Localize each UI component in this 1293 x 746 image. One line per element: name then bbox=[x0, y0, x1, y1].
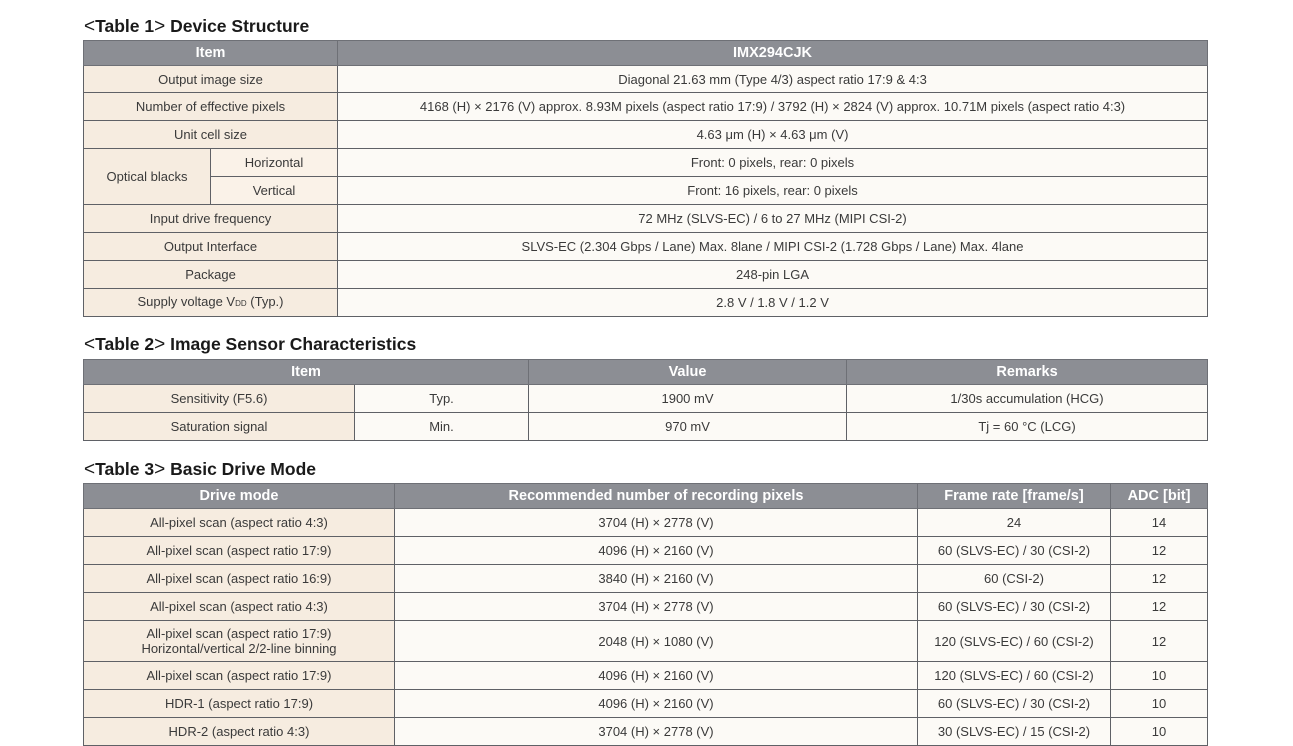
supply-label-main: Supply voltage V bbox=[137, 294, 236, 309]
caption-number: Table 3 bbox=[95, 459, 155, 479]
table-row bbox=[84, 177, 1208, 205]
header-recording-pixels: Recommended number of recording pixels bbox=[395, 484, 918, 509]
row-drive-mode: HDR-2 (aspect ratio 4:3) bbox=[84, 718, 395, 746]
table2-caption bbox=[84, 334, 416, 356]
row-value: Diagonal 21.63 mm (Type 4/3) aspect ratio 17:9 & 4:3 bbox=[338, 66, 1208, 93]
caption-close-bracket: > bbox=[154, 16, 166, 37]
row-frame-rate: 60 (SLVS-EC) / 30 (CSI-2) bbox=[918, 593, 1111, 621]
header-item: Item bbox=[84, 360, 529, 385]
row-value: 970 mV bbox=[529, 413, 847, 441]
row-frame-rate: 24 bbox=[918, 509, 1111, 537]
row-label: Package bbox=[84, 261, 338, 289]
row-frame-rate: 120 (SLVS-EC) / 60 (CSI-2) bbox=[918, 662, 1111, 690]
header-model: IMX294CJK bbox=[338, 41, 1208, 66]
table-row bbox=[84, 662, 1208, 690]
row-adc: 14 bbox=[1111, 509, 1208, 537]
row-value: 2.8 V / 1.8 V / 1.2 V bbox=[338, 289, 1208, 317]
row-value: 4168 (H) × 2176 (V) approx. 8.93M pixels (aspect ratio 17:9) / 3792 (H) × 2824 (V) approx. 10.71M pixels (aspect ratio 4:3) bbox=[338, 93, 1208, 121]
table-row bbox=[84, 565, 1208, 593]
header-value: Value bbox=[529, 360, 847, 385]
table1-caption bbox=[84, 16, 309, 38]
supply-label-sub: DD bbox=[235, 299, 247, 308]
row-pixels: 3704 (H) × 2778 (V) bbox=[395, 593, 918, 621]
table-row bbox=[84, 621, 1208, 662]
row-frame-rate: 60 (SLVS-EC) / 30 (CSI-2) bbox=[918, 690, 1111, 718]
row-frame-rate: 120 (SLVS-EC) / 60 (CSI-2) bbox=[918, 621, 1111, 662]
table-row bbox=[84, 149, 1208, 177]
caption-title: Device Structure bbox=[170, 16, 310, 36]
row-frame-rate: 60 (CSI-2) bbox=[918, 565, 1111, 593]
row-pixels: 3704 (H) × 2778 (V) bbox=[395, 509, 918, 537]
row-value: 1900 mV bbox=[529, 385, 847, 413]
row-pixels: 3704 (H) × 2778 (V) bbox=[395, 718, 918, 746]
caption-title: Image Sensor Characteristics bbox=[170, 334, 417, 354]
table-row bbox=[84, 261, 1208, 289]
row-pixels: 4096 (H) × 2160 (V) bbox=[395, 662, 918, 690]
header-remarks: Remarks bbox=[847, 360, 1208, 385]
row-value: Front: 16 pixels, rear: 0 pixels bbox=[338, 177, 1208, 205]
row-adc: 12 bbox=[1111, 593, 1208, 621]
caption-number: Table 2 bbox=[95, 334, 155, 354]
row-adc: 10 bbox=[1111, 662, 1208, 690]
table-row bbox=[84, 413, 1208, 441]
row-item: Sensitivity (F5.6) bbox=[84, 385, 355, 413]
row-label: Input drive frequency bbox=[84, 205, 338, 233]
row-value: 248-pin LGA bbox=[338, 261, 1208, 289]
row-drive-mode: All-pixel scan (aspect ratio 4:3) bbox=[84, 593, 395, 621]
table-header-row bbox=[84, 484, 1208, 509]
row-qualifier: Typ. bbox=[355, 385, 529, 413]
row-qualifier: Min. bbox=[355, 413, 529, 441]
table-row bbox=[84, 593, 1208, 621]
table-row bbox=[84, 233, 1208, 261]
sensor-characteristics-table bbox=[83, 359, 1208, 441]
row-drive-mode bbox=[84, 621, 395, 662]
table-row bbox=[84, 690, 1208, 718]
supply-label-tail: (Typ.) bbox=[246, 294, 284, 309]
row-pixels: 2048 (H) × 1080 (V) bbox=[395, 621, 918, 662]
table-row bbox=[84, 289, 1208, 317]
caption-close-bracket: > bbox=[154, 334, 166, 355]
table-header-row bbox=[84, 41, 1208, 66]
row-label: Number of effective pixels bbox=[84, 93, 338, 121]
caption-title: Basic Drive Mode bbox=[170, 459, 316, 479]
caption-number: Table 1 bbox=[95, 16, 155, 36]
table3-caption bbox=[84, 459, 316, 481]
table-row bbox=[84, 718, 1208, 746]
table-header-row bbox=[84, 360, 1208, 385]
row-pixels: 4096 (H) × 2160 (V) bbox=[395, 690, 918, 718]
row-label: Output Interface bbox=[84, 233, 338, 261]
caption-close-bracket: > bbox=[154, 459, 166, 480]
row-label bbox=[84, 289, 338, 317]
caption-open-bracket: < bbox=[84, 16, 96, 37]
row-adc: 12 bbox=[1111, 537, 1208, 565]
row-value: 4.63 μm (H) × 4.63 μm (V) bbox=[338, 121, 1208, 149]
table-row bbox=[84, 205, 1208, 233]
device-structure-table bbox=[83, 40, 1208, 317]
table-row bbox=[84, 66, 1208, 93]
row-drive-mode: All-pixel scan (aspect ratio 16:9) bbox=[84, 565, 395, 593]
table-row bbox=[84, 93, 1208, 121]
row-sublabel-horizontal: Horizontal bbox=[211, 149, 338, 177]
drive-mode-line1: All-pixel scan (aspect ratio 17:9) bbox=[146, 626, 332, 641]
table-row bbox=[84, 509, 1208, 537]
table-row bbox=[84, 385, 1208, 413]
header-frame-rate: Frame rate [frame/s] bbox=[918, 484, 1111, 509]
row-adc: 10 bbox=[1111, 690, 1208, 718]
row-value: 72 MHz (SLVS-EC) / 6 to 27 MHz (MIPI CSI-2) bbox=[338, 205, 1208, 233]
row-adc: 12 bbox=[1111, 621, 1208, 662]
header-drive-mode: Drive mode bbox=[84, 484, 395, 509]
caption-open-bracket: < bbox=[84, 459, 96, 480]
header-adc: ADC [bit] bbox=[1111, 484, 1208, 509]
row-frame-rate: 30 (SLVS-EC) / 15 (CSI-2) bbox=[918, 718, 1111, 746]
row-item: Saturation signal bbox=[84, 413, 355, 441]
row-frame-rate: 60 (SLVS-EC) / 30 (CSI-2) bbox=[918, 537, 1111, 565]
row-label: Output image size bbox=[84, 66, 338, 93]
row-adc: 10 bbox=[1111, 718, 1208, 746]
row-drive-mode: All-pixel scan (aspect ratio 4:3) bbox=[84, 509, 395, 537]
row-remarks: 1/30s accumulation (HCG) bbox=[847, 385, 1208, 413]
table-row bbox=[84, 121, 1208, 149]
row-pixels: 3840 (H) × 2160 (V) bbox=[395, 565, 918, 593]
table-row bbox=[84, 537, 1208, 565]
row-remarks: Tj = 60 °C (LCG) bbox=[847, 413, 1208, 441]
drive-mode-table bbox=[83, 483, 1208, 746]
row-drive-mode: HDR-1 (aspect ratio 17:9) bbox=[84, 690, 395, 718]
row-value: Front: 0 pixels, rear: 0 pixels bbox=[338, 149, 1208, 177]
row-label-optical-blacks: Optical blacks bbox=[84, 149, 211, 205]
caption-open-bracket: < bbox=[84, 334, 96, 355]
row-drive-mode: All-pixel scan (aspect ratio 17:9) bbox=[84, 537, 395, 565]
row-adc: 12 bbox=[1111, 565, 1208, 593]
row-pixels: 4096 (H) × 2160 (V) bbox=[395, 537, 918, 565]
header-item: Item bbox=[84, 41, 338, 66]
drive-mode-line2: Horizontal/vertical 2/2-line binning bbox=[141, 641, 337, 656]
row-drive-mode: All-pixel scan (aspect ratio 17:9) bbox=[84, 662, 395, 690]
row-sublabel-vertical: Vertical bbox=[211, 177, 338, 205]
row-label: Unit cell size bbox=[84, 121, 338, 149]
row-value: SLVS-EC (2.304 Gbps / Lane) Max. 8lane / MIPI CSI-2 (1.728 Gbps / Lane) Max. 4lane bbox=[338, 233, 1208, 261]
